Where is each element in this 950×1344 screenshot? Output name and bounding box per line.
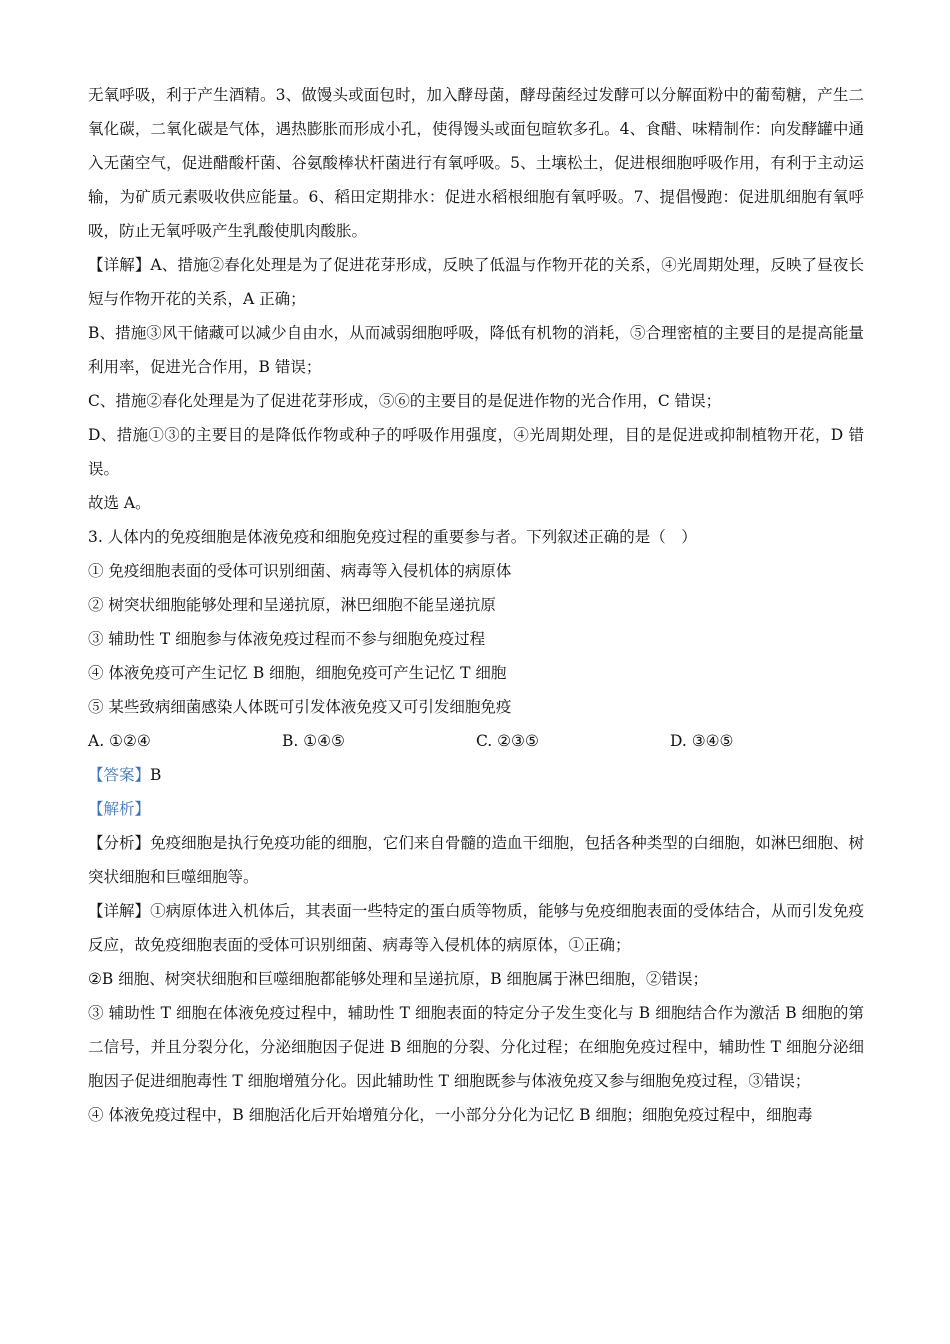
paragraph-detail-a: 【详解】A、措施②春化处理是为了促进花芽形成，反映了低温与作物开花的关系，④光周期处理，反映了昼夜长短与作物开花的关系，A 正确； — [88, 256, 864, 308]
analysis-overview: 【分析】免疫细胞是执行免疫功能的细胞，它们来自骨髓的造血干细胞，包括各种类型的白细胞，如淋巴细胞、树突状细胞和巨噬细胞等。 — [88, 834, 864, 886]
analysis-label: 【解析】 — [88, 800, 151, 818]
question-item: ④ 体液免疫可产生记忆 B 细胞，细胞免疫可产生记忆 T 细胞 — [88, 664, 507, 682]
paragraph-detail-c: C、措施②春化处理是为了促进花芽形成，⑤⑥的主要目的是促进作物的光合作用，C 错误； — [88, 392, 722, 410]
answer-label: 【答案】 — [88, 766, 151, 784]
answer-value: B — [150, 766, 162, 784]
document-body — [88, 78, 864, 1132]
option-a: A. ①②④ — [88, 732, 151, 750]
question-item: ① 免疫细胞表面的受体可识别细菌、病毒等入侵机体的病原体 — [88, 562, 512, 580]
option-b: B. ①④⑤ — [282, 732, 345, 750]
paragraph-respiration-applications: 无氧呼吸，利于产生酒精。3、做馒头或面包时，加入酵母菌，酵母菌经过发酵可以分解面粉中的葡萄糖，产生二氧化碳，二氧化碳是气体，遇热膨胀而形成小孔，使得馒头或面包暄软多孔。4、食醋、味精制作：向发酵罐中通入无菌空气，促进醋酸杆菌、谷氨酸棒状杆菌进行有氧呼吸。5、土壤松土，促进根细胞呼吸作用，有利于主动运输，为矿质元素吸收供应能量。6、稻田定期排水：促进水稻根细胞有氧呼吸。7、提倡慢跑：促进肌细胞有氧呼吸，防止无氧呼吸产生乳酸使肌肉酸胀。 — [88, 86, 864, 240]
answer-options — [88, 724, 864, 758]
question-item: ③ 辅助性 T 细胞参与体液免疫过程而不参与细胞免疫过程 — [88, 630, 486, 648]
analysis-detail-4: ④ 体液免疫过程中，B 细胞活化后开始增殖分化，一小部分分化为记忆 B 细胞；细胞免疫过程中，细胞毒 — [88, 1106, 813, 1124]
analysis-detail-3: ③ 辅助性 T 细胞在体液免疫过程中，辅助性 T 细胞表面的特定分子发生变化与 B 细胞结合作为激活 B 细胞的第二信号，并且分裂分化，分泌细胞因子促进 B 细胞的分裂、分化过程；在细胞免疫过程中，辅助性 T 细胞分泌细胞因子促进细胞毒性 T 细胞增殖分化。因此辅助性 T 细胞既参与体液免疫又参与细胞免疫过程，③错误； — [88, 1004, 864, 1090]
analysis-detail-1: 【详解】①病原体进入机体后，其表面一些特定的蛋白质等物质，能够与免疫细胞表面的受体结合，从而引发免疫反应，故免疫细胞表面的受体可识别细菌、病毒等入侵机体的病原体，①正确； — [88, 902, 864, 954]
question-item: ⑤ 某些致病细菌感染人体既可引发体液免疫又可引发细胞免疫 — [88, 698, 512, 716]
answer-line — [88, 758, 864, 792]
paragraph-detail-b: B、措施③风干储藏可以减少自由水，从而减弱细胞呼吸，降低有机物的消耗，⑤合理密植的主要目的是提高能量利用率，促进光合作用，B 错误； — [88, 324, 864, 376]
paragraph-conclusion: 故选 A。 — [88, 494, 151, 512]
paragraph-detail-d: D、措施①③的主要目的是降低作物或种子的呼吸作用强度，④光周期处理，目的是促进或抑制植物开花，D 错误。 — [88, 426, 864, 478]
option-d: D. ③④⑤ — [670, 732, 734, 750]
analysis-detail-2: ②B 细胞、树突状细胞和巨噬细胞都能够处理和呈递抗原，B 细胞属于淋巴细胞，②错误； — [88, 970, 709, 988]
option-c: C. ②③⑤ — [476, 732, 539, 750]
question-item: ② 树突状细胞能够处理和呈递抗原，淋巴细胞不能呈递抗原 — [88, 596, 496, 614]
question-stem: 3. 人体内的免疫细胞是体液免疫和细胞免疫过程的重要参与者。下列叙述正确的是（ ） — [88, 528, 697, 546]
